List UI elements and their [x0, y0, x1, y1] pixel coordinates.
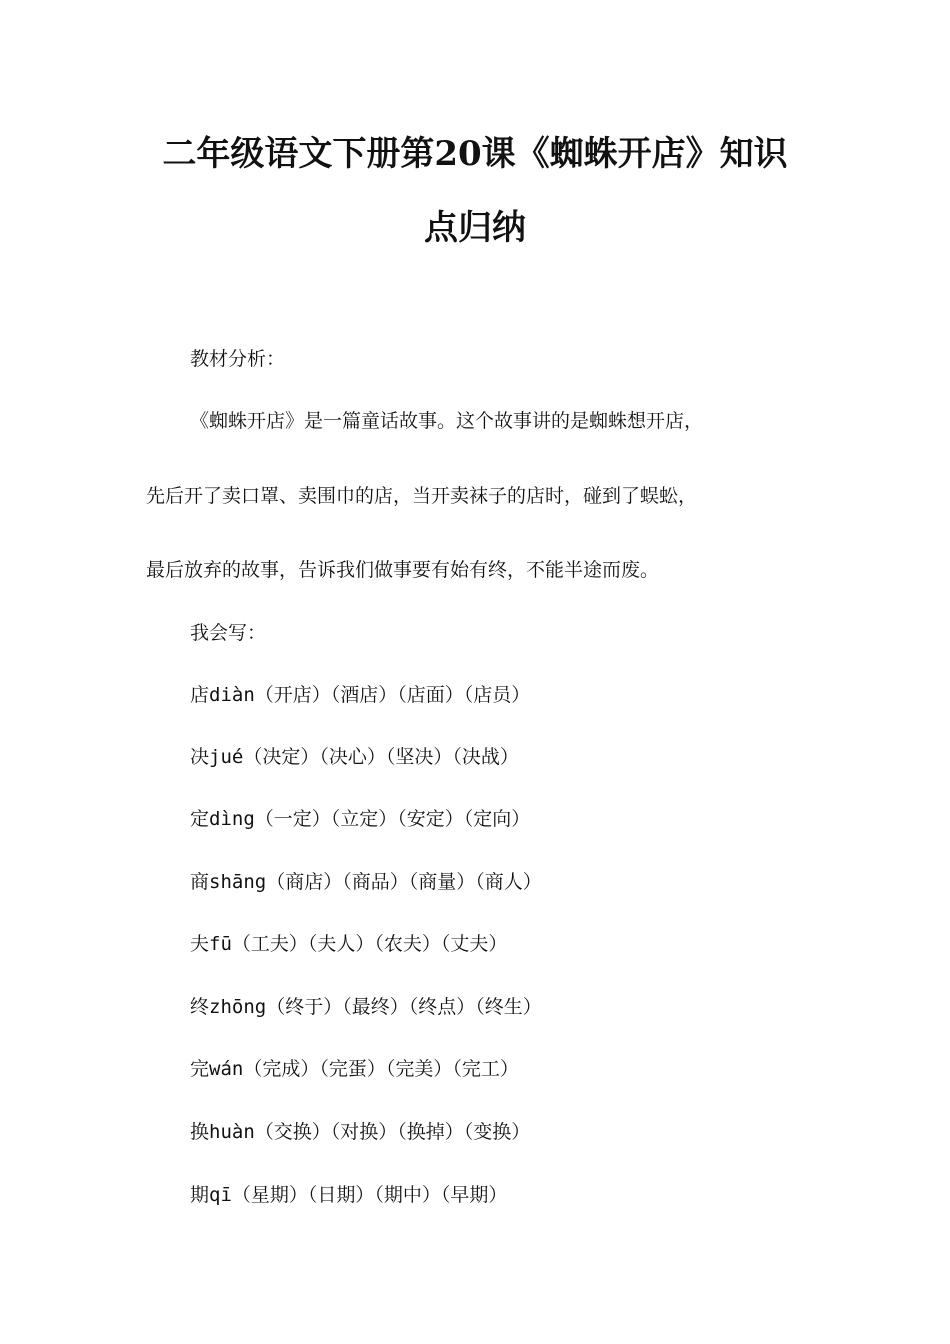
page-title-line-1: 二年级语文下册第20课《蜘蛛开店》知识	[162, 134, 788, 174]
writing-item-shang: 商shāng（商店）（商品）（商量）（商人）	[190, 871, 542, 893]
writing-item-huan: 换huàn（交换）（对换）（换掉）（变换）	[190, 1121, 531, 1143]
analysis-paragraph-line-2: 先后开了卖口罩、卖围巾的店，当开卖袜子的店时，碰到了蜈蚣，	[146, 485, 698, 507]
writing-item-fu: 夫fū（工夫）（夫人）（农夫）（丈夫）	[190, 933, 508, 955]
analysis-heading: 教材分析：	[190, 348, 286, 370]
writing-item-zhong: 终zhōng（终于）（最终）（终点）（终生）	[190, 996, 542, 1018]
writing-item-dian: 店diàn（开店）（酒店）（店面）（店员）	[190, 684, 531, 706]
writing-item-qi: 期qī（星期）（日期）（期中）（早期）	[190, 1184, 508, 1206]
writing-item-ding: 定dìng（一定）（立定）（安定）（定向）	[190, 808, 531, 830]
page-title-line-2: 点归纳	[424, 208, 526, 248]
analysis-paragraph-line-1: 《蜘蛛开店》是一篇童话故事。这个故事讲的是蜘蛛想开店，	[190, 410, 704, 432]
writing-item-wan: 完wán（完成）（完蛋）（完美）（完工）	[190, 1058, 519, 1080]
analysis-paragraph-line-3: 最后放弃的故事，告诉我们做事要有始有终，不能半途而废。	[146, 559, 660, 581]
writing-heading: 我会写：	[190, 622, 267, 644]
writing-item-jue: 决jué（决定）（决心）（坚决）（决战）	[190, 746, 519, 768]
